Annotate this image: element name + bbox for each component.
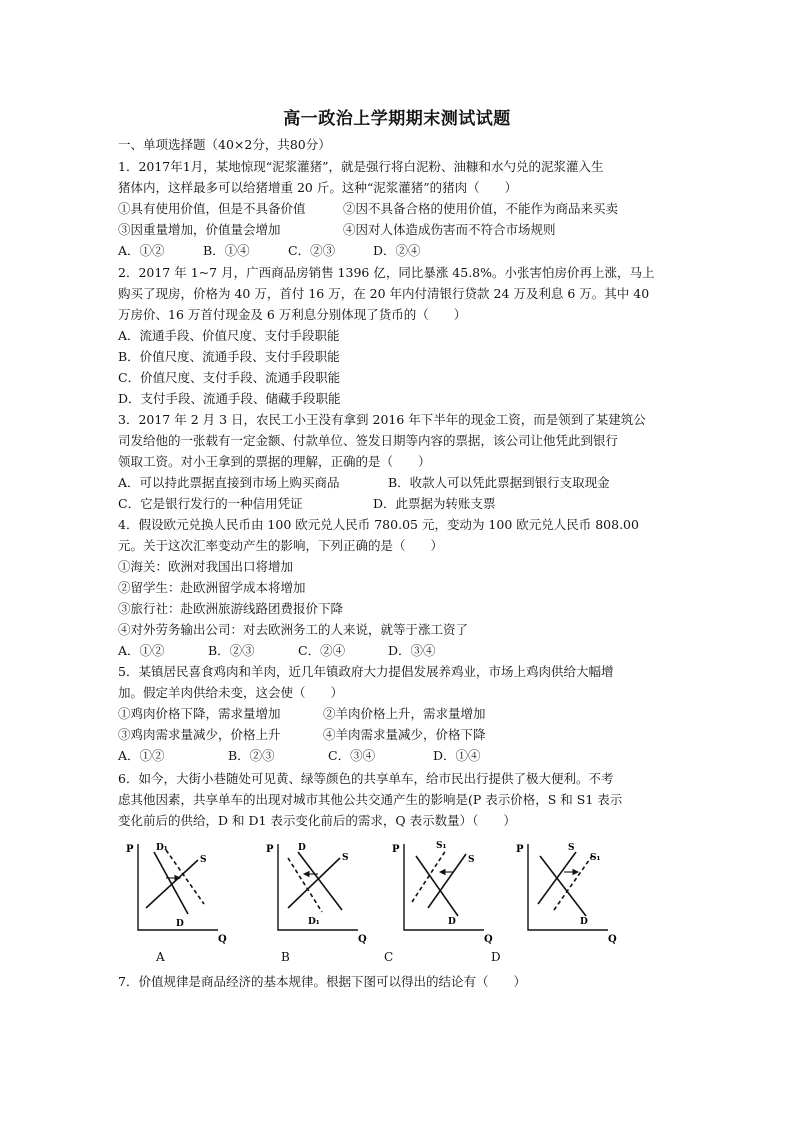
statement-item: ①具有使用价值，但是不具备价值 [118, 201, 306, 216]
graph-a [118, 836, 230, 944]
answer-choice: B．①④ [203, 243, 250, 258]
answer-choice: B．收款人可以凭此票据到银行支取现金 [388, 475, 610, 490]
answer-choice: B．②③ [228, 748, 275, 763]
question-text: 加。假定羊肉供给未变，这会使（ ） [118, 685, 344, 700]
curve-d-label: D [176, 919, 184, 929]
answer-choice: A．流通手段、价值尺度、支付手段职能 [118, 328, 340, 343]
graph-d [508, 836, 620, 944]
axis-p-label: P [266, 844, 274, 855]
curve-s-label: S [568, 843, 575, 853]
question-text: 3．2017 年 2 月 3 日，农民工小王没有拿到 2016 年下半年的现金工资，而是领到了某建筑公 [118, 412, 646, 427]
answer-choice: D．支付手段、流通手段、储藏手段职能 [118, 391, 341, 406]
answer-choice: C．②③ [288, 243, 336, 258]
answer-choice: B．②③ [208, 643, 255, 658]
question-text: 购买了现房，价格为 40 万，首付 16 万，在 20 年内付清银行贷款 24 万及利息 6 万。其中 40 [118, 286, 650, 301]
graph-label-b: B [281, 950, 290, 964]
curve-d1-label: D₁ [308, 917, 320, 927]
axis-q-label: Q [218, 934, 227, 944]
statement-item: ④羊肉需求量减少，价格下降 [323, 727, 486, 742]
question-text: 1．2017年1月，某地惊现“泥浆灌猪”，就是强行将白泥粉、油糠和水勺兑的泥浆灌入生 [118, 159, 604, 174]
statement-item: ①鸡肉价格下降，需求量增加 [118, 706, 281, 721]
axis-q-label: Q [608, 934, 617, 944]
curve-d-label: D [580, 917, 588, 927]
question-text: 万房价、16 万首付现金及 6 万利息分别体现了货币的（ ） [118, 307, 467, 322]
statement-item: ③鸡肉需求量减少，价格上升 [118, 727, 281, 742]
question-text: 7．价值规律是商品经济的基本规律。根据下图可以得出的结论有（ ） [118, 974, 526, 989]
graph-label-c: C [384, 950, 394, 964]
statement-item: ①海关：欧洲对我国出口将增加 [118, 559, 294, 574]
curve-s-label: S [342, 853, 349, 863]
statement-item: ②留学生：赴欧洲留学成本将增加 [118, 580, 306, 595]
statement-item: ③因重量增加，价值量会增加 [118, 222, 281, 237]
graph-c [384, 836, 496, 944]
answer-choice: D．②④ [373, 243, 421, 258]
curve-s-label: S [468, 855, 475, 865]
answer-choice: A．①② [118, 243, 165, 258]
axis-q-label: Q [358, 934, 367, 944]
question-text: 司发给他的一张载有一定金额、付款单位、签发日期等内容的票据，该公司让他凭此到银行 [118, 433, 619, 448]
axis-p-label: P [516, 844, 524, 855]
curve-d1-label: D₁ [156, 843, 168, 853]
question-text: 虑其他因素，共享单车的出现对城市其他公共交通产生的影响是(P 表示价格，S 和 S1 表示 [118, 792, 623, 807]
question-text: 元。关于这次汇率变动产生的影响，下列正确的是（ ） [118, 538, 444, 553]
curve-d-label: D [448, 917, 456, 927]
answer-choice: A．可以持此票据直接到市场上购买商品 [118, 475, 340, 490]
axis-q-label: Q [484, 934, 493, 944]
question-text: 猪体内，这样最多可以给猪增重 20 斤。这种“泥浆灌猪”的猪肉（ ） [118, 180, 518, 195]
statement-item: ②因不具备合格的使用价值，不能作为商品来买卖 [343, 201, 619, 216]
question-text: 2．2017 年 1~7 月，广西商品房销售 1396 亿，同比暴涨 45.8%。小张害怕房价再上涨，马上 [118, 265, 655, 280]
answer-choice: D．此票据为转账支票 [373, 496, 496, 511]
statement-item: ④因对人体造成伤害而不符合市场规则 [343, 222, 556, 237]
statement-item: ④对外劳务输出公司：对去欧洲务工的人来说，就等于涨工资了 [118, 622, 469, 637]
answer-choice: B．价值尺度、流通手段、支付手段职能 [118, 349, 340, 364]
graph-b [258, 836, 370, 944]
page-title: 高一政治上学期期末测试试题 [283, 109, 511, 129]
question-text: 领取工资。对小王拿到的票据的理解，正确的是（ ） [118, 454, 431, 469]
curve-d-label: D [298, 843, 306, 853]
question-text: 6．如今，大街小巷随处可见黄、绿等颜色的共享单车，给市民出行提供了极大便利。不考 [118, 771, 614, 786]
section-heading: 一、单项选择题（40×2分，共80分） [118, 137, 331, 152]
curve-s1-label: S₁ [590, 853, 601, 863]
curve-s-label: S [200, 855, 207, 865]
statement-item: ②羊肉价格上升，需求量增加 [323, 706, 486, 721]
question-text: 变化前后的供给，D 和 D1 表示变化前后的需求，Q 表示数量）（ ） [118, 813, 516, 828]
graph-label-d: D [491, 950, 501, 964]
answer-choice: D．③④ [388, 643, 436, 658]
answer-choice: C．③④ [328, 748, 376, 763]
axis-p-label: P [126, 844, 134, 855]
answer-choice: C．②④ [298, 643, 346, 658]
answer-choice: C．价值尺度、支付手段、流通手段职能 [118, 370, 341, 385]
question-text: 4．假设欧元兑换人民币由 100 欧元兑人民币 780.05 元，变动为 100 欧元兑人民币 808.00 [118, 517, 639, 532]
graph-label-a: A [156, 950, 165, 964]
answer-choice: D．①④ [433, 748, 481, 763]
statement-item: ③旅行社：赴欧洲旅游线路团费报价下降 [118, 601, 344, 616]
axis-p-label: P [392, 844, 400, 855]
answer-choice: C．它是银行发行的一种信用凭证 [118, 496, 303, 511]
answer-choice: A．①② [118, 748, 165, 763]
answer-choice: A．①② [118, 643, 165, 658]
question-text: 5．某镇居民喜食鸡肉和羊肉，近几年镇政府大力提倡发展养鸡业，市场上鸡肉供给大幅增 [118, 664, 614, 679]
curve-s1-label: S₁ [436, 841, 447, 851]
